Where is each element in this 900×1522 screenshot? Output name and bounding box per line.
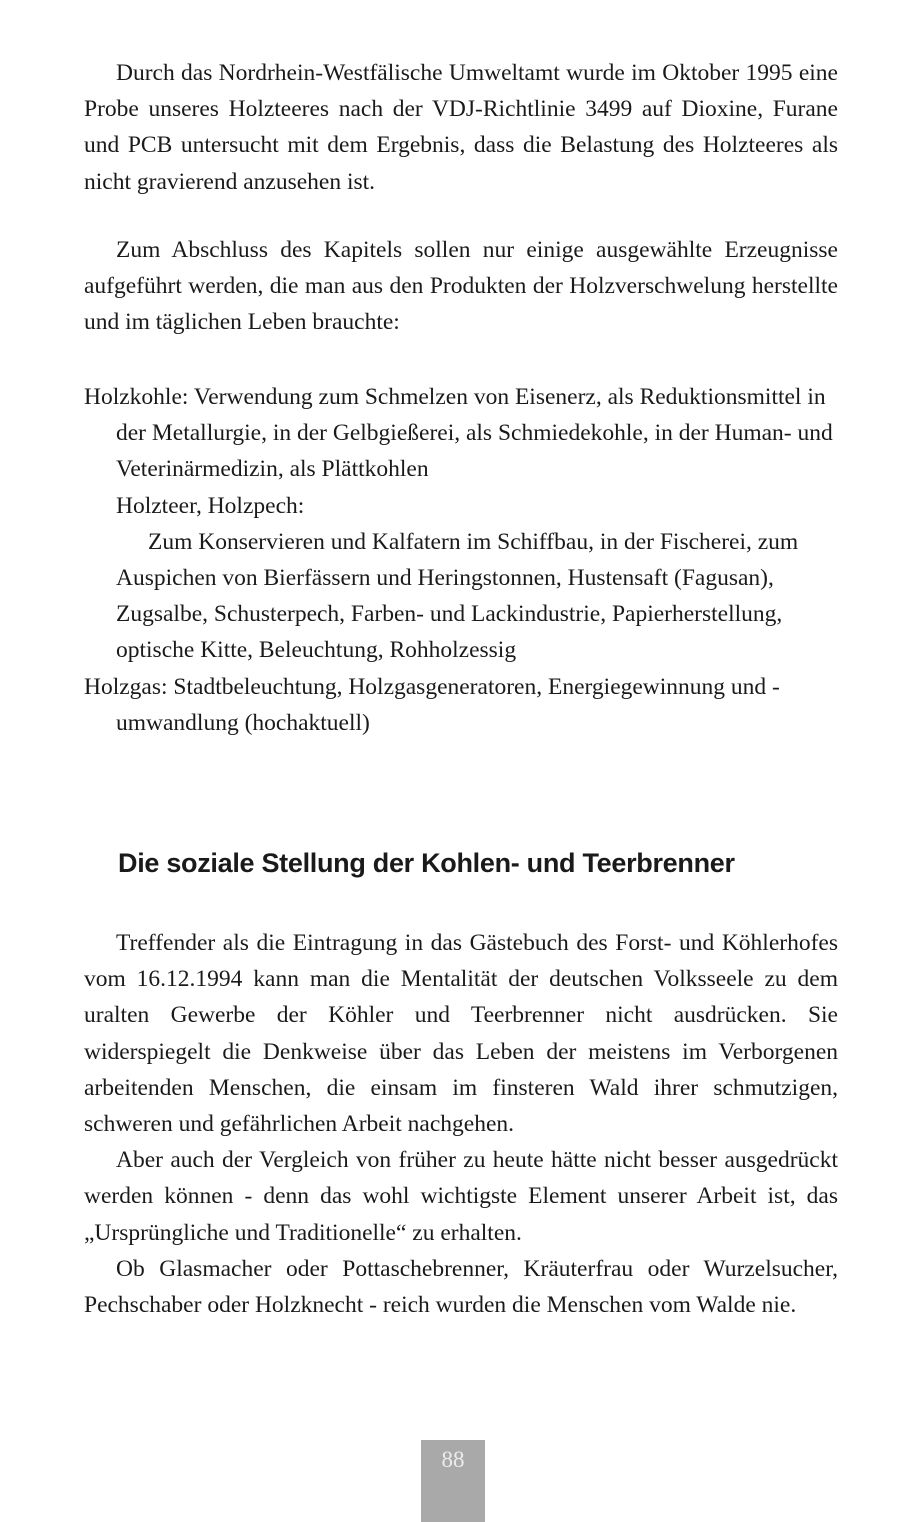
section-heading: Die soziale Stellung der Kohlen- und Teerbrenner [118, 848, 735, 878]
intro-paragraph-2 [84, 232, 838, 341]
section-paragraph-3: Ob Glasmacher oder Pottaschebrenner, Kräuterfrau oder Wurzelsucher, Pechschaber oder Holzknecht - reich wurden die Menschen vom Walde nie. [84, 1255, 838, 1319]
intro-paragraph-1 [84, 55, 838, 200]
product-holzgas: Holzgas: Stadtbeleuchtung, Holzgasgeneratoren, Energiegewinnung und -umwandlung (hochaktuell) [84, 673, 780, 736]
product-holzkohle: Holzkohle: Verwendung zum Schmelzen von Eisenerz, als Reduktionsmittel in der Metallurgie, in der Gelbgießerei, als Schmiedekohle, in der Human- und Veterinärmedizin, als Plättkohlen [84, 384, 833, 483]
intro-text-1: Durch das Nordrhein-Westfälische Umweltamt wurde im Oktober 1995 eine Probe unseres Holzteeres nach der VDJ-Richtlinie 3499 auf Dioxine, Furane und PCB untersucht mit dem Ergebnis, dass die Belastung des Holzteeres als nicht gravierend anzusehen ist. [84, 60, 838, 195]
section-body [84, 925, 838, 1323]
product-holzteer-term: Holzteer, Holzpech: [116, 492, 305, 519]
product-list [84, 379, 838, 741]
section-paragraph-2: Aber auch der Vergleich von früher zu heute hätte nicht besser ausgedrückt werden können - denn das wohl wichtigste Element unserer Arbeit ist, das „Ursprüngliche und Traditionelle“ zu erhalten. [84, 1147, 838, 1246]
product-holzteer-desc: Zum Konservieren und Kalfatern im Schiffbau, in der Fischerei, zum Auspichen von Bierfässern und Heringstonnen, Hustensaft (Fagusan), Zugsalbe, Schusterpech, Farben- und Lackindustrie, Papierherstellung, optische Kitte, Beleuchtung, Rohholzessig [116, 528, 799, 664]
section-paragraph-1: Treffender als die Eintragung in das Gästebuch des Forst- und Köhlerhofes vom 16.12.1994 kann man die Mentalität der deutschen Volksseele zu dem uralten Gewerbe der Köhler und Teerbrenner nicht ausdrücken. Sie widerspiegelt die Denkweise über das Leben der meistens im Verborgenen arbeitenden Menschen, die einsam im finsteren Wald ihrer schmutzigen, schweren und gefährlichen Arbeit nachgehen. [84, 930, 838, 1138]
intro-text-2: Zum Abschluss des Kapitels sollen nur einige ausgewählte Erzeugnisse aufgeführt werden, die man aus den Produkten der Holzverschwelung herstellte und im täglichen Leben brauchte: [84, 237, 838, 336]
page-number: 88 [421, 1440, 485, 1522]
